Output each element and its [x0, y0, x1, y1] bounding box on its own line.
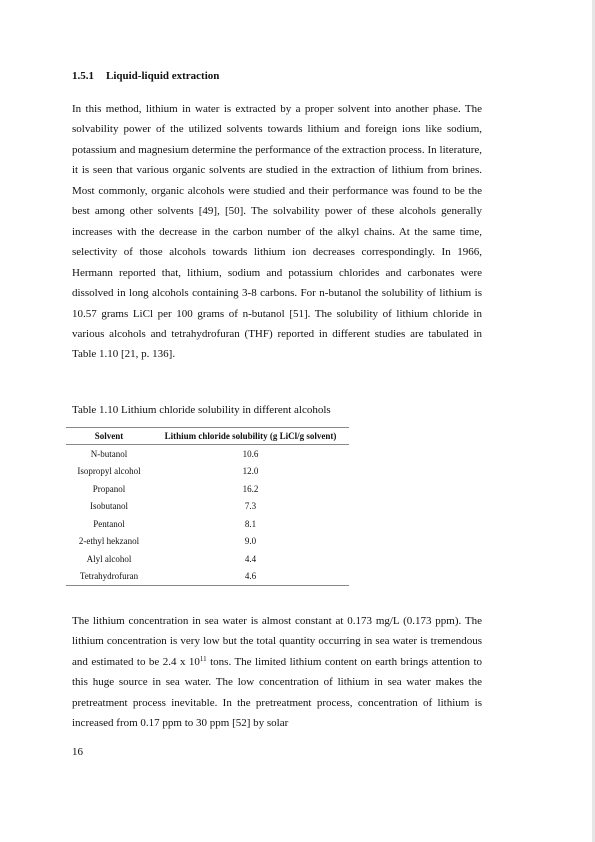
solvent-cell: N-butanol: [90, 448, 128, 459]
solubility-cell: 12.0: [242, 466, 259, 477]
section-title: Liquid-liquid extraction: [106, 70, 220, 82]
solvent-cell: Pentanol: [93, 518, 125, 529]
column-header-solvent: Solvent: [66, 428, 152, 445]
solvent-cell: Tetrahydrofuran: [66, 568, 152, 586]
solvent-cell: Alyl alcohol: [86, 553, 132, 564]
solubility-cell: 4.6: [152, 568, 349, 586]
paragraph-sea-water-part1: The lithium concentration in sea water is almost constant at 0.173 mg/L (0.173 ppm). The lithium concentration is very low but the total quantity occurring in sea water is tremendous and estimated to be 2.4 x 10: [72, 615, 482, 668]
table-row: [66, 533, 349, 551]
table-row: [66, 463, 349, 481]
solubility-cell: 16.2: [242, 483, 259, 494]
solubility-cell: 9.0: [244, 536, 257, 547]
exponent-superscript: 11: [199, 654, 207, 663]
solvent-cell: Isobutanol: [90, 501, 128, 512]
solubility-cell: 4.4: [244, 553, 257, 564]
paragraph-intro: In this method, lithium in water is extracted by a proper solvent into another phase. The solvability power of the utilized solvents towards lithium and foreign ions like sodium, potassium and magnesium determine the performance of the extraction process. In literature, it is seen that various organic solvents are studied in the extraction of lithium from brines. Most commonly, organic alcohols were studied and their performance was found to be the best among other solvents [49], [50]. The solvability power of these alcohols generally increases with the decrease in the carbon number of the alkyl chains. At the same time, selectivity of those alcohols towards lithium ion decreases correspondingly. In 1966, Hermann reported that, lithium, sodium and potassium chlorides and carbonates were dissolved in long alcohols containing 3-8 carbons. For n-butanol the solubility of lithium is 10.57 grams LiCl per 100 grams of n-butanol [51]. The solubility of lithium chloride in various alcohols and tetrahydrofuran (THF) reported in different studies are tabulated in Table 1.10 [21, p. 136].: [72, 103, 482, 361]
table-header-row: [66, 428, 349, 445]
solubility-cell: 10.6: [242, 448, 259, 459]
section-heading: [72, 70, 482, 86]
solvent-cell: Propanol: [92, 483, 126, 494]
table-row: [66, 568, 349, 586]
section-number: 1.5.1: [72, 70, 94, 82]
column-header-solubility: Lithium chloride solubility (g LiCl/g solvent): [152, 428, 349, 445]
table-caption: Table 1.10 Lithium chloride solubility in different alcohols: [72, 404, 331, 416]
table-row: [66, 515, 349, 533]
solubility-cell: 8.1: [244, 518, 257, 529]
paragraph-sea-water-part2: tons. The limited lithium content on earth brings attention to this huge source in sea water. The low concentration of lithium in sea water makes the pretreatment process inevitable. In the pretreatment process, concentration of lithium is increased from 0.17 ppm to 30 ppm [52] by solar: [72, 655, 482, 730]
table-row: [66, 445, 349, 463]
page-content: [72, 70, 482, 730]
table-row: [66, 550, 349, 568]
page-number: 16: [72, 746, 83, 758]
solvent-cell: Isopropyl alcohol: [77, 466, 141, 477]
table-row: [66, 480, 349, 498]
solvent-cell: 2-ethyl hekzanol: [78, 536, 140, 547]
table-row: [66, 498, 349, 516]
solubility-cell: 7.3: [244, 501, 257, 512]
paragraph-sea-water: [72, 611, 482, 734]
solubility-table: [66, 427, 349, 586]
